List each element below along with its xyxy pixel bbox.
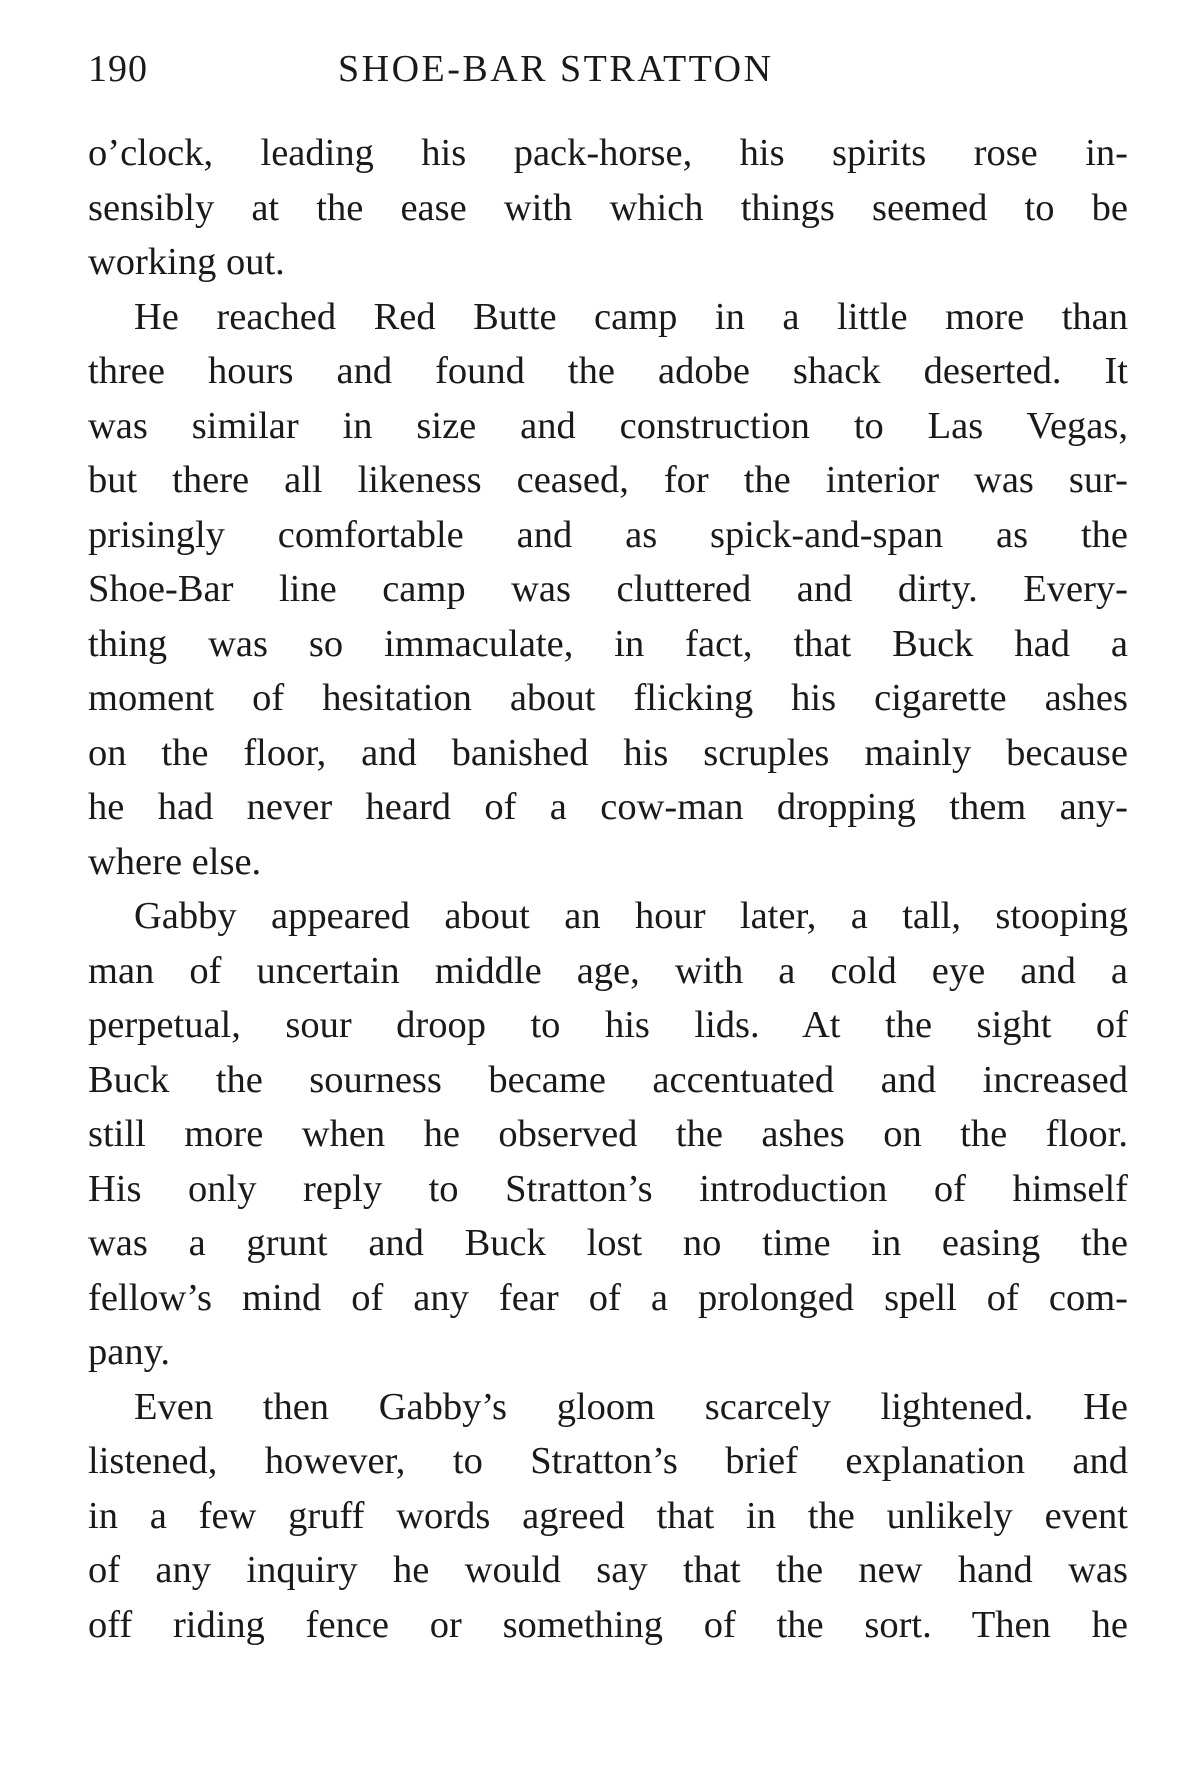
body-text xyxy=(88,126,1128,1652)
text-line: Buck the sourness became accentuated and increased xyxy=(88,1058,1128,1101)
text-line: but there all likeness ceased, for the interior was sur- xyxy=(88,459,1128,501)
text-line: on the floor, and banished his scruples mainly because xyxy=(88,731,1128,774)
text-line: listened, however, to Stratton’s brief explanation and xyxy=(88,1440,1128,1482)
text-line: moment of hesitation about flicking his cigarette ashes xyxy=(88,677,1128,719)
text-line: man of uncertain middle age, with a cold eye and a xyxy=(88,949,1128,992)
text-line: His only reply to Stratton’s introduction of himself xyxy=(88,1167,1128,1210)
paragraph-first-line: He reached Red Butte camp in a little more than xyxy=(134,295,1128,338)
text-line: fellow’s mind of any fear of a prolonged spell of com- xyxy=(88,1276,1128,1319)
text-line: was similar in size and construction to Las Vegas, xyxy=(88,404,1128,447)
text-line: off riding fence or something of the sort. Then he xyxy=(88,1603,1128,1646)
text-line: perpetual, sour droop to his lids. At the sight of xyxy=(88,1004,1128,1046)
text-line: where else. xyxy=(88,840,262,883)
text-line: in a few gruff words agreed that in the unlikely event xyxy=(88,1494,1128,1537)
text-line: was a grunt and Buck lost no time in easing the xyxy=(88,1222,1128,1264)
text-line: working out. xyxy=(88,241,285,283)
text-line: he had never heard of a cow-man dropping them any- xyxy=(88,786,1128,828)
running-head xyxy=(88,44,1128,94)
page-number: 190 xyxy=(88,48,148,90)
text-line: o’clock, leading his pack-horse, his spirits rose in- xyxy=(88,132,1128,174)
paragraph-first-line: Even then Gabby’s gloom scarcely lightened. He xyxy=(134,1385,1128,1428)
paragraph-first-line: Gabby appeared about an hour later, a tall, stooping xyxy=(134,895,1128,937)
text-line: prisingly comfortable and as spick-and-span as the xyxy=(88,513,1128,556)
text-line: still more when he observed the ashes on the floor. xyxy=(88,1113,1128,1155)
text-line: three hours and found the adobe shack deserted. It xyxy=(88,350,1128,392)
text-line: sensibly at the ease with which things seemed to be xyxy=(88,186,1128,229)
text-line: Shoe-Bar line camp was cluttered and dirty. Every- xyxy=(88,568,1128,610)
text-line: of any inquiry he would say that the new hand was xyxy=(88,1549,1128,1591)
text-line: thing was so immaculate, in fact, that Buck had a xyxy=(88,622,1128,665)
running-head-title: SHOE-BAR STRATTON xyxy=(338,48,774,90)
text-line: pany. xyxy=(88,1331,170,1373)
